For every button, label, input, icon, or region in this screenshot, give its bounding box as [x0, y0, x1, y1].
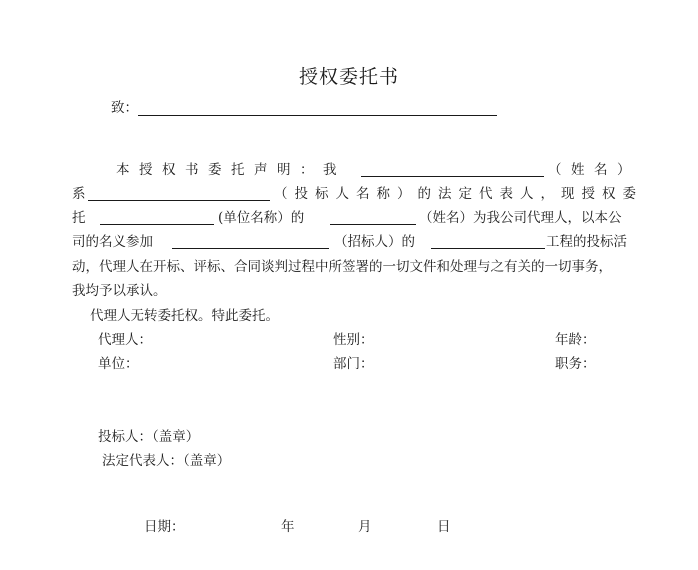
body-line4-mid: （招标人）的: [334, 234, 415, 250]
unit-label: 单位：: [98, 356, 139, 372]
to-label: 致：: [111, 100, 138, 116]
body-line3-start: 托: [72, 210, 86, 226]
body-line6: 我均予以承认。: [72, 283, 167, 299]
tenderer-blank-line: [172, 248, 329, 249]
name-blank-line: [361, 176, 544, 177]
department-label: 部门：: [333, 356, 374, 372]
date-label: 日期：: [144, 519, 185, 535]
body-line1-end: （姓名）: [548, 162, 640, 178]
body-line4-start: 司的名义参加: [72, 234, 153, 250]
position-label: 职务：: [555, 356, 596, 372]
to-blank-line: [138, 115, 497, 116]
date-month-label: 月: [358, 519, 372, 535]
body-line3-mid: (单位名称）的: [218, 210, 305, 226]
date-day-label: 日: [437, 519, 451, 535]
bidder-name-blank-line: [88, 200, 270, 201]
body-line2-start: 系: [72, 186, 86, 202]
agent-label: 代理人：: [98, 332, 152, 348]
legal-rep-seal-label: 法定代表人：（盖章）: [102, 453, 231, 469]
bidder-seal-label: 投标人：（盖章）: [98, 429, 200, 445]
body-line2-end: （投标人名称）的法定代表人，现授权委: [274, 186, 643, 202]
unit-name-blank-line: [100, 224, 214, 225]
age-label: 年龄：: [555, 332, 596, 348]
document-title: 授权委托书: [298, 66, 399, 88]
body-line5: 动，代理人在开标、评标、合同谈判过程中所签署的一切文件和处理与之有关的一切事务，: [72, 259, 612, 275]
body-line1-start: 本授权书委托声明：我: [116, 162, 346, 178]
body-line3-end: （姓名）为我公司代理人，以本公: [419, 210, 622, 226]
agent-name-blank-line: [330, 224, 416, 225]
gender-label: 性别：: [333, 332, 374, 348]
no-subdelegation-statement: 代理人无转委托权。特此委托。: [90, 308, 279, 324]
body-line4-end: 工程的投标活: [546, 234, 627, 250]
project-blank-line: [431, 248, 545, 249]
date-year-label: 年: [281, 519, 295, 535]
